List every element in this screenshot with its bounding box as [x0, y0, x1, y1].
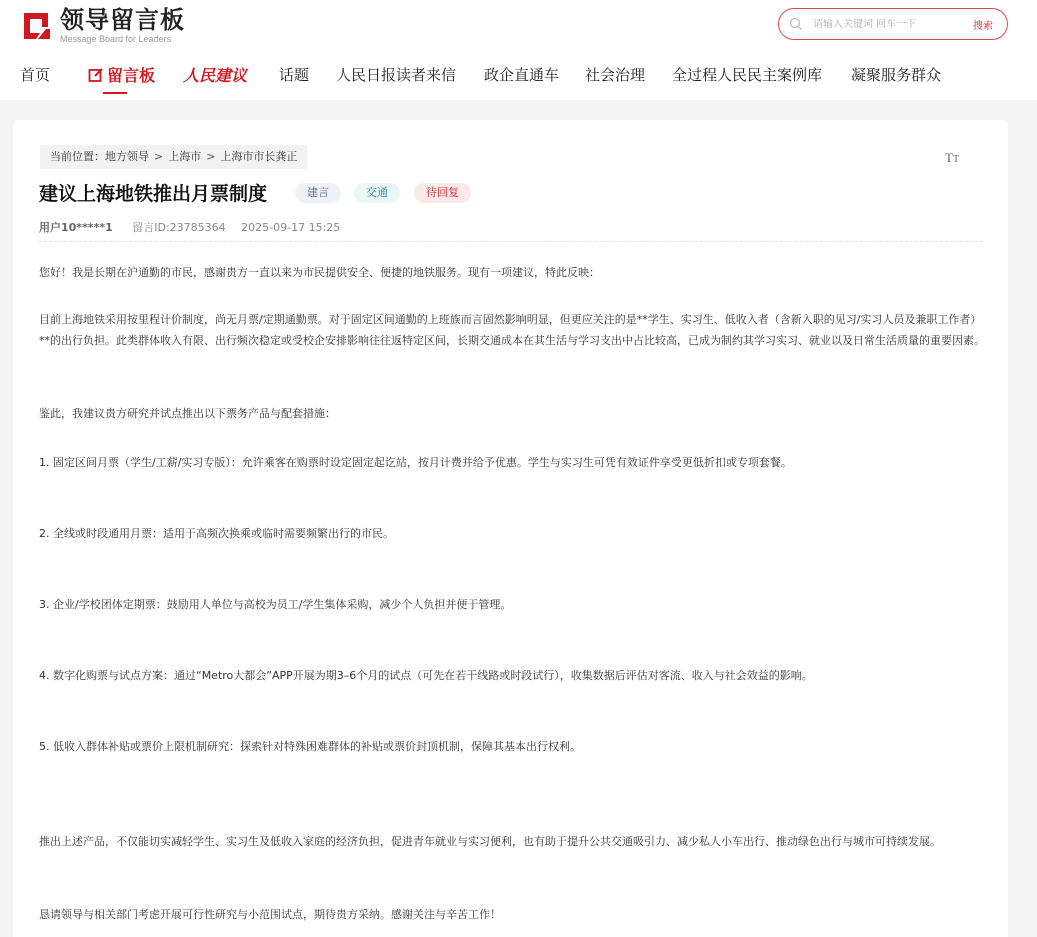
divider — [39, 241, 983, 242]
search-input[interactable] — [813, 19, 963, 30]
post-paragraph: 恳请领导与相关部门考虑开展可行性研究与小范围试点，期待贵方采纳。感谢关注与辛苦工作！ — [39, 908, 501, 921]
site-header — [0, 0, 1037, 100]
tag-domain: 交通 — [354, 183, 400, 203]
site-logo[interactable] — [20, 8, 185, 44]
post-paragraph: 2. 全线或时段通用月票：适用于高频次换乘或临时需要频繁出行的市民。 — [39, 527, 394, 540]
status-badge: 待回复 — [414, 183, 471, 203]
font-size-icon[interactable]: TT — [945, 150, 960, 165]
post-author: 用户10*****1 — [39, 221, 113, 234]
main-nav — [0, 60, 1037, 94]
pen-note-icon — [88, 67, 104, 83]
post-paragraph: 5. 低收入群体补贴或票价上限机制研究：探索针对特殊困难群体的补贴或票价封顶机制，保障其基本出行权利。 — [39, 740, 581, 753]
nav-people-suggestion[interactable]: 人民建议 — [183, 66, 248, 85]
nav-democracy-cases[interactable]: 全过程人民民主案例库 — [672, 66, 823, 84]
post-paragraph: 鉴此，我建议贵方研究并试点推出以下票务产品与配套措施： — [39, 407, 336, 420]
post-datetime: 2025-09-17 15:25 — [241, 221, 341, 234]
logo-title: 领导留言板 — [60, 6, 185, 34]
nav-readers-letters[interactable]: 人民日报读者来信 — [336, 66, 457, 84]
breadcrumb-label: 当前位置： — [50, 150, 105, 163]
post-paragraph: 目前上海地铁采用按里程计价制度，尚无月票/定期通勤票。对于固定区间通勤的上班族而言固然影响明显，但更应关注的是**学生、实习生、低收入者（含新入职的见习/实习人员及兼职工作者）**的出行负担。此类群体收入有限、出行频次稳定或受校企安排影响往往返特定区间，长期交通成本在其生活与学习支出中占比较高，已成为制约其学习实习、就业以及日常生活质量的重要因素。 — [39, 313, 985, 347]
post-paragraph: 3. 企业/学校团体定期票：鼓励用人单位与高校为员工/学生集体采购，减少个人负担并便于管理。 — [39, 598, 512, 611]
logo-icon — [20, 9, 54, 43]
search-button[interactable]: 搜索 — [973, 20, 993, 32]
post-title: 建议上海地铁推出月票制度 — [39, 183, 268, 205]
post-paragraph: 推出上述产品，不仅能切实减轻学生、实习生及低收入家庭的经济负担，促进青年就业与实习便利，也有助于提升公共交通吸引力、减少私人小车出行、推动绿色出行与城市可持续发展。 — [39, 835, 941, 848]
breadcrumb-item[interactable]: 上海市 — [168, 150, 202, 163]
post-paragraph: 您好！我是长期在沪通勤的市民，感谢贵方一直以来为市民提供安全、便捷的地铁服务。现有一项建议，特此反映： — [39, 266, 600, 279]
breadcrumb-separator: > — [206, 150, 216, 163]
search-box — [778, 8, 1008, 40]
nav-home[interactable]: 首页 — [20, 66, 51, 84]
breadcrumb-item[interactable]: 地方领导 — [105, 150, 149, 163]
post-paragraph: 1. 固定区间月票（学生/工薪/实习专版）：允许乘客在购票时设定固定起讫站，按月计费并给予优惠。学生与实习生可凭有效证件享受更低折扣或专项套餐。 — [39, 456, 792, 469]
breadcrumb — [40, 145, 307, 169]
message-id: 留言ID:23785364 — [132, 221, 226, 234]
breadcrumb-item[interactable]: 上海市市长龚正 — [220, 150, 298, 163]
nav-message-board[interactable] — [88, 63, 155, 86]
nav-topics[interactable]: 话题 — [279, 66, 310, 84]
logo-subtitle: Message Board for Leaders — [60, 34, 172, 44]
post-card — [13, 120, 1008, 937]
nav-social-governance[interactable]: 社会治理 — [585, 66, 646, 84]
breadcrumb-separator: > — [154, 150, 164, 163]
nav-serve-people[interactable]: 凝聚服务群众 — [851, 66, 942, 84]
tag-category: 建言 — [295, 183, 341, 203]
search-icon — [789, 17, 803, 31]
nav-active-indicator — [103, 92, 127, 94]
nav-message-board-label: 留言板 — [107, 66, 156, 85]
post-paragraph: 4. 数字化购票与试点方案：通过“Metro大都会”APP开展为期3–6个月的试点（可先在若干线路或时段试行），收集数据后评估对客流、收入与社会效益的影响。 — [39, 669, 813, 682]
post-meta — [39, 219, 340, 235]
nav-gov-business[interactable]: 政企直通车 — [484, 66, 560, 84]
